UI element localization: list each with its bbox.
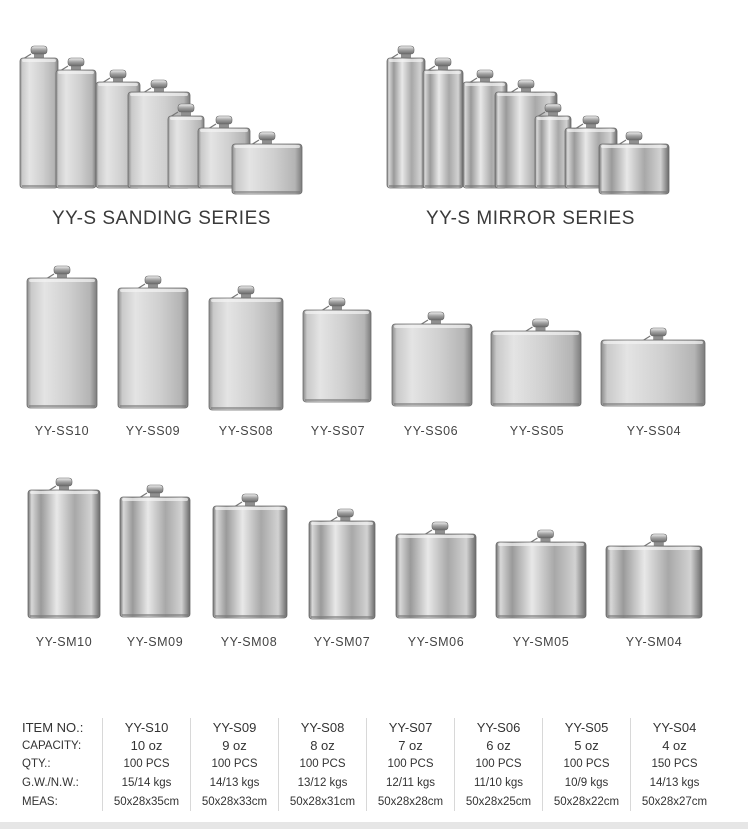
sanding-flask-yy-ss09 [108,274,198,410]
spec-item: YY-S10 [103,718,191,737]
spec-weight: 15/14 kgs [103,774,191,793]
mirror-flask-yy-sm10 [18,476,110,620]
spec-row-item [18,718,718,737]
flask-model-label: YY-SM04 [625,635,683,649]
spec-qty: 100 PCS [543,755,631,774]
spec-qty: 100 PCS [455,755,543,774]
sanding-flask-yy-ss05 [481,317,591,408]
spec-meas: 50x28x35cm [103,792,191,811]
spec-meas: 50x28x22cm [543,792,631,811]
spec-table [18,718,718,811]
spec-weight: 14/13 kgs [631,774,719,793]
spec-item: YY-S06 [455,718,543,737]
flask-model-label: YY-SS04 [626,424,682,438]
flask-model-label: YY-SM05 [512,635,570,649]
spec-qty: 100 PCS [367,755,455,774]
spec-item: YY-S04 [631,718,719,737]
spec-item: YY-S05 [543,718,631,737]
mirror-flask-yy-sm09 [110,483,200,619]
spec-capacity: 8 oz [279,737,367,756]
flask-model-label: YY-SS06 [403,424,459,438]
mirror-flask-yy-sm08 [203,492,297,620]
spec-label: G.W./N.W.: [22,777,79,790]
flask-model-label: YY-SS05 [509,424,565,438]
mirror-flask-yy-sm05 [486,528,596,620]
sanding-flask-yy-ss07 [293,296,381,404]
mirror-series-group-image [385,40,677,200]
flask-model-label: YY-SM07 [313,635,371,649]
spec-label: MEAS: [22,795,58,808]
flask-model-label: YY-SM08 [220,635,278,649]
flask-model-label: YY-SM10 [35,635,93,649]
spec-row-qty [18,755,718,774]
spec-row-capacity [18,737,718,756]
spec-weight: 14/13 kgs [191,774,279,793]
spec-meas: 50x28x27cm [631,792,719,811]
sanding-flask-yy-ss04 [591,326,715,408]
spec-capacity: 7 oz [367,737,455,756]
spec-item: YY-S07 [367,718,455,737]
spec-capacity: 9 oz [191,737,279,756]
spec-label: ITEM NO.: [22,719,84,735]
spec-capacity: 6 oz [455,737,543,756]
spec-item: YY-S08 [279,718,367,737]
spec-row-weight [18,774,718,793]
flask-model-label: YY-SS08 [218,424,274,438]
sanding-series-title: YY-S SANDING SERIES [52,208,271,229]
mirror-flask-yy-sm07 [299,507,385,621]
mirror-flask-yy-sm06 [386,520,486,620]
mirror-series-title: YY-S MIRROR SERIES [426,208,635,229]
sanding-series-group-image [18,40,310,200]
sanding-flask-yy-ss06 [382,310,482,408]
flask-model-label: YY-SS07 [310,424,366,438]
spec-weight: 12/11 kgs [367,774,455,793]
spec-item: YY-S09 [191,718,279,737]
flask-model-label: YY-SM09 [126,635,184,649]
flask-model-label: YY-SM06 [407,635,465,649]
spec-weight: 11/10 kgs [455,774,543,793]
spec-qty: 150 PCS [631,755,719,774]
spec-weight: 10/9 kgs [543,774,631,793]
spec-meas: 50x28x33cm [191,792,279,811]
flask-model-label: YY-SS10 [34,424,90,438]
spec-meas: 50x28x25cm [455,792,543,811]
spec-capacity: 10 oz [103,737,191,756]
spec-capacity: 4 oz [631,737,719,756]
spec-label: QTY.: [22,758,51,771]
bottom-bar [0,822,748,829]
spec-qty: 100 PCS [279,755,367,774]
mirror-flask-yy-sm04 [596,532,712,620]
flask-model-label: YY-SS09 [125,424,181,438]
spec-weight: 13/12 kgs [279,774,367,793]
spec-qty: 100 PCS [103,755,191,774]
sanding-flask-yy-ss08 [199,284,293,412]
spec-label: CAPACITY: [22,739,82,752]
spec-row-meas [18,792,718,811]
spec-qty: 100 PCS [191,755,279,774]
spec-meas: 50x28x31cm [279,792,367,811]
sanding-flask-yy-ss10 [17,264,107,410]
spec-meas: 50x28x28cm [367,792,455,811]
spec-capacity: 5 oz [543,737,631,756]
